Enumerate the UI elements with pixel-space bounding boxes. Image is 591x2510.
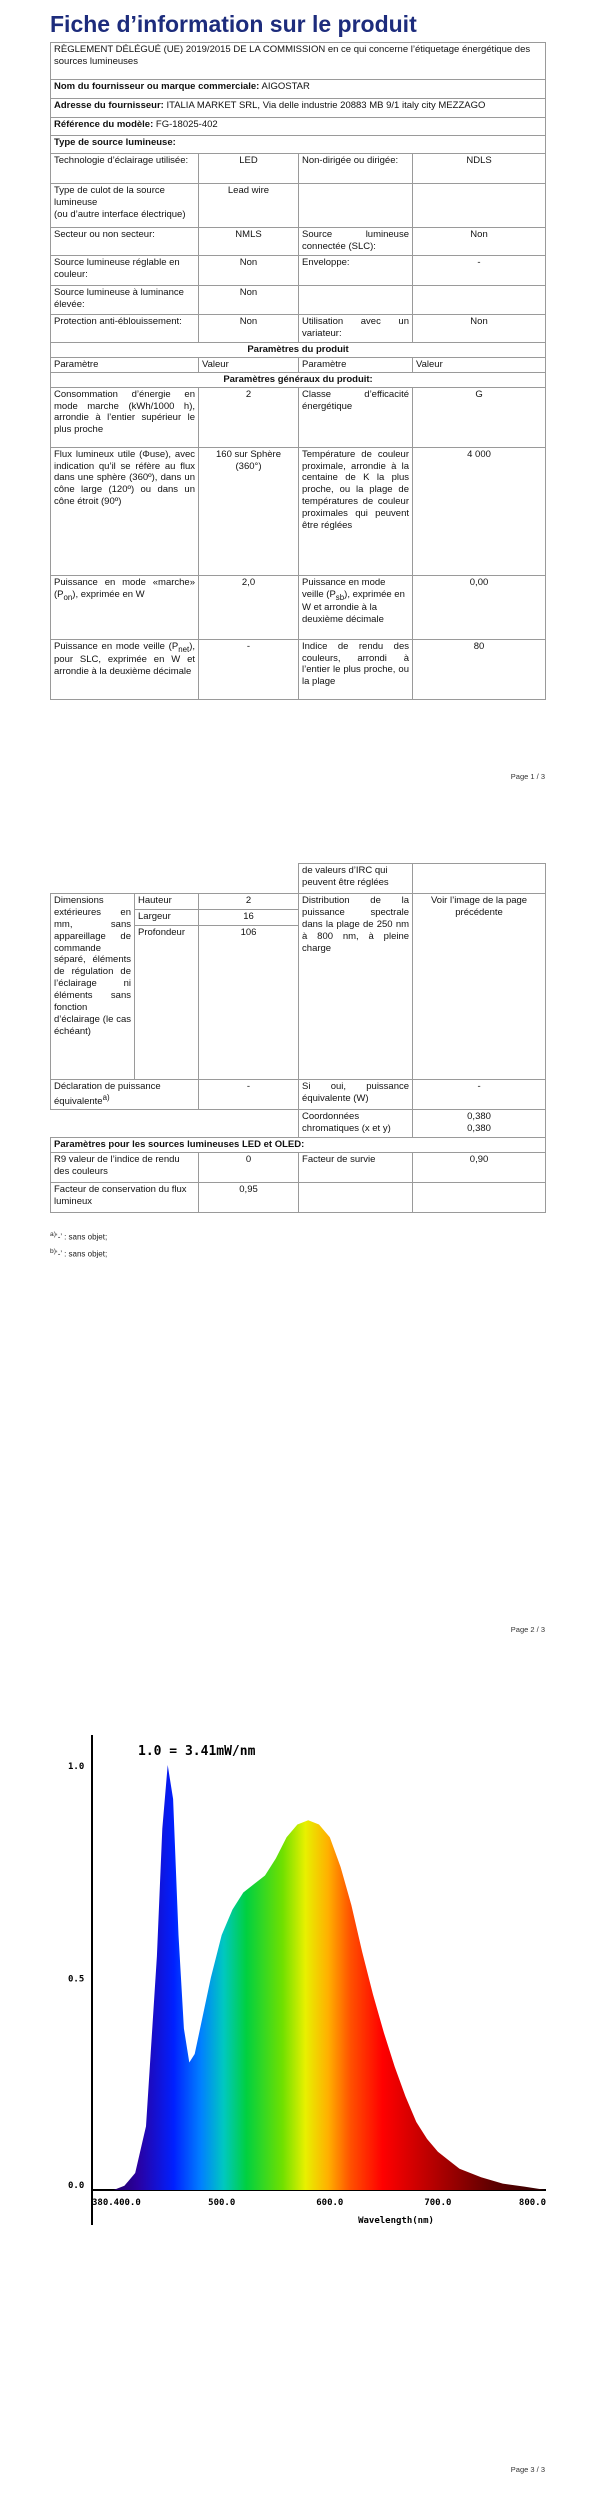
- width-value: 16: [199, 910, 299, 926]
- empty-cell: [51, 1110, 299, 1138]
- luminous-flux-label: Flux lumineux utile (Φuse), avec indication qu’il se réfère au flux dans une sphère (360º), dans un cône large (120º) ou dans un cône étroit (90º): [51, 447, 199, 575]
- col-header-param: Paramètre: [299, 357, 413, 372]
- x-tick-label: 600.0: [316, 2198, 344, 2208]
- networked-standby-value: -: [199, 639, 299, 699]
- dimensions-label: Dimensions extérieures en mm, sans appareillage de commande séparé, éléments de régulation de l’éclairage ni éléments sans fonction d’éclairage (le cas échéant): [51, 894, 135, 1080]
- technology-value: LED: [199, 154, 299, 184]
- energy-consumption-label: Consommation d’énergie en mode marche (kWh/1000 h), arrondie à l’entier supérieur le plus proche: [51, 387, 199, 447]
- mains-value: NMLS: [199, 228, 299, 256]
- height-value: 2: [199, 894, 299, 910]
- page-3: [0, 1670, 591, 2510]
- lumen-maintenance-label: Facteur de conservation du flux lumineux: [51, 1182, 199, 1212]
- high-luminance-label: Source lumineuse à luminance élevée:: [51, 286, 199, 315]
- page-number: Page 2 / 3: [510, 1625, 545, 1634]
- footnote-a: $^{a)}$‘-’ : sans objet;: [50, 1231, 108, 1242]
- regulation-text: RÈGLEMENT DÉLÉGUÉ (UE) 2019/2015 DE LA COMMISSION en ce qui concerne l’étiquetage énergétique des sources lumineuses: [51, 43, 546, 80]
- col-header-param: Paramètre: [51, 357, 199, 372]
- survival-factor-value: 0,90: [413, 1152, 546, 1182]
- luminous-flux-value: 160 sur Sphère (360°): [199, 447, 299, 575]
- page-1: [0, 0, 591, 800]
- standby-power-label: Puissance en mode veille $(P_{sb})$, exprimée en W et arrondie à la deuxième décimale: [299, 575, 413, 639]
- light-source-type-heading: Type de source lumineuse:: [51, 136, 546, 154]
- colour-tunable-value: Non: [199, 256, 299, 286]
- col-header-value: Valeur: [199, 357, 299, 372]
- r9-value: 0: [199, 1152, 299, 1182]
- energy-class-label: Classe d’efficacité énergétique: [299, 387, 413, 447]
- page-number: Page 3 / 3: [510, 2465, 545, 2474]
- col-header-value: Valeur: [413, 357, 546, 372]
- led-params-heading: Paramètres pour les sources lumineuses LED et OLED:: [51, 1138, 546, 1153]
- width-label: Largeur: [135, 910, 199, 926]
- empty-cell: [413, 184, 546, 228]
- footnote-b: $^{b)}$‘-’ : sans objet;: [50, 1248, 108, 1259]
- x-axis-label: Wavelength(nm): [358, 2216, 434, 2226]
- supplier-value: AIGOSTAR: [261, 81, 310, 92]
- empty-cell: [299, 1182, 413, 1212]
- y-tick-label: 0.0: [68, 2181, 85, 2191]
- standby-power-value: 0,00: [413, 575, 546, 639]
- x-tick-label: 500.0: [208, 2198, 236, 2208]
- page-2: [0, 830, 591, 1660]
- product-info-table: [50, 42, 546, 700]
- colour-temperature-value: 4 000: [413, 447, 546, 575]
- address-label: Adresse du fournisseur:: [54, 100, 164, 111]
- x-tick-label: 380.400.0: [92, 2198, 141, 2208]
- spectral-power-chart: [66, 1725, 546, 2235]
- chromaticity-label: Coordonnées chromatiques (x et y): [299, 1110, 413, 1138]
- envelope-label: Enveloppe:: [299, 256, 413, 286]
- mains-label: Secteur ou non secteur:: [51, 228, 199, 256]
- energy-consumption-value: 2: [199, 387, 299, 447]
- anti-glare-value: Non: [199, 315, 299, 343]
- r9-label: R9 valeur de l’indice de rendu des couleurs: [51, 1152, 199, 1182]
- equivalent-power-label: Déclaration de puissance équivalente$^{a)}$: [51, 1080, 199, 1110]
- empty-cell: [413, 286, 546, 315]
- model-row: [51, 118, 546, 136]
- depth-label: Profondeur: [135, 926, 199, 1080]
- product-info-table-continued: [50, 863, 546, 1213]
- spectral-distribution-value: Voir l’image de la page précédente: [413, 894, 546, 1080]
- connected-label: Source lumineuse connectée (SLC):: [299, 228, 413, 256]
- chromaticity-value: [413, 1110, 546, 1138]
- empty-cell: [299, 184, 413, 228]
- networked-standby-label: Puissance en mode veille $(P_{net})$, pour SLC, exprimée en W et arrondie à la deuxième décimale: [51, 639, 199, 699]
- on-mode-power-label: Puissance en mode «marche» $(P_{on})$, exprimée en W: [51, 575, 199, 639]
- colour-temperature-label: Température de couleur proximale, arrondie à la centaine de K la plus proche, ou la plage de températures de couleur proximales qui peuvent être réglées: [299, 447, 413, 575]
- chromaticity-x: 0,380: [467, 1111, 491, 1122]
- y-tick-label: 1.0: [68, 1762, 85, 1772]
- envelope-value: -: [413, 256, 546, 286]
- x-tick-label: 700.0: [424, 2198, 452, 2208]
- supplier-row: [51, 80, 546, 99]
- empty-cell: [413, 1182, 546, 1212]
- x-tick-label: 800.0: [518, 2198, 546, 2208]
- dimmable-label: Utilisation avec un variateur:: [299, 315, 413, 343]
- empty-cell: [51, 864, 299, 894]
- empty-cell: [299, 286, 413, 315]
- cap-type-sublabel: (ou d’autre interface électrique): [54, 208, 186, 220]
- anti-glare-label: Protection anti-éblouissement:: [51, 315, 199, 343]
- y-tick-label: 0.5: [68, 1974, 85, 1985]
- model-label: Référence du modèle:: [54, 119, 154, 130]
- cap-type-value: Lead wire: [199, 184, 299, 228]
- page-title: Fiche d’information sur le produit: [50, 11, 417, 37]
- address-row: [51, 99, 546, 118]
- equivalent-watts-label: Si oui, puissance équivalente (W): [299, 1080, 413, 1110]
- lumen-maintenance-value: 0,95: [199, 1182, 299, 1212]
- directional-label: Non-dirigée ou dirigée:: [299, 154, 413, 184]
- energy-class-value: G: [413, 387, 546, 447]
- model-value: FG-18025-402: [155, 119, 218, 130]
- equivalent-power-value: -: [199, 1080, 299, 1110]
- technology-label: Technologie d’éclairage utilisée:: [51, 154, 199, 184]
- colour-tunable-label: Source lumineuse réglable en couleur:: [51, 256, 199, 286]
- connected-value: Non: [413, 228, 546, 256]
- chromaticity-y: 0,380: [467, 1122, 491, 1134]
- survival-factor-label: Facteur de survie: [299, 1152, 413, 1182]
- product-params-heading: Paramètres du produit: [51, 343, 546, 358]
- equivalent-watts-value: -: [413, 1080, 546, 1110]
- cri-value: 80: [413, 639, 546, 699]
- depth-value: 106: [199, 926, 299, 1080]
- cri-label-part1: Indice de rendu des couleurs, arrondi à l’entier le plus proche, ou la plage: [299, 639, 413, 699]
- general-params-heading: Paramètres généraux du produit:: [51, 372, 546, 387]
- page-number: Page 1 / 3: [510, 772, 545, 781]
- empty-cell: [413, 864, 546, 894]
- high-luminance-value: Non: [199, 286, 299, 315]
- cap-type-label: Type de culot de la source lumineuse: [54, 185, 165, 208]
- chart-title: 1.0 = 3.41mW/nm: [138, 1744, 256, 1759]
- dimmable-value: Non: [413, 315, 546, 343]
- cri-label-part2: de valeurs d’IRC qui peuvent être réglées: [299, 864, 413, 894]
- directional-value: NDLS: [413, 154, 546, 184]
- supplier-label: Nom du fournisseur ou marque commerciale:: [54, 81, 260, 92]
- address-value: ITALIA MARKET SRL, Via delle industrie 20883 MB 9/1 italy city MEZZAGO: [166, 100, 486, 111]
- on-mode-power-value: 2,0: [199, 575, 299, 639]
- height-label: Hauteur: [135, 894, 199, 910]
- cap-type-cell: [51, 184, 199, 228]
- spectral-distribution-label: Distribution de la puissance spectrale dans la plage de 250 nm à 800 nm, à pleine charge: [299, 894, 413, 1080]
